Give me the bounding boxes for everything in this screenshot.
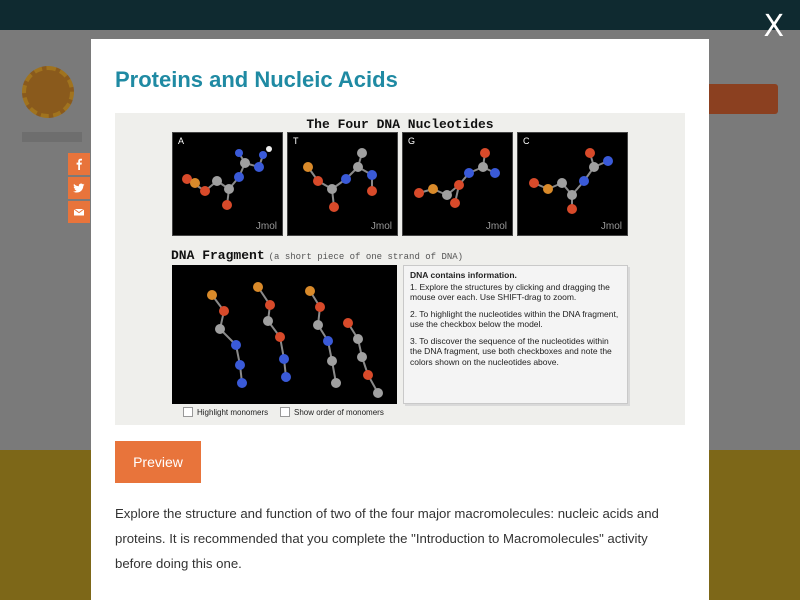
figure-title: The Four DNA Nucleotides	[306, 117, 494, 132]
jmol-watermark: Jmol	[255, 221, 277, 232]
jmol-watermark: Jmol	[600, 221, 622, 232]
dna-figure	[115, 113, 685, 425]
nucleotide-letter: C	[523, 136, 530, 146]
show-order-option[interactable]	[280, 407, 384, 417]
highlight-monomers-option[interactable]	[183, 407, 268, 417]
share-facebook-button[interactable]	[68, 153, 90, 175]
preview-button[interactable]: Preview	[115, 441, 201, 483]
site-logo	[22, 66, 74, 118]
facebook-icon	[73, 158, 85, 170]
info-heading: DNA contains information.	[410, 270, 517, 280]
info-step-2: 2. To highlight the nucleotides within the DNA fragment, use the checkbox below the model.	[410, 308, 619, 329]
nucleotide-letter: G	[408, 136, 416, 146]
share-email-button[interactable]	[68, 201, 90, 223]
dna-info-panel	[403, 265, 628, 404]
resource-description: Explore the structure and function of two of the four major macromolecules: nucleic acids and proteins. It is recommended that you complete the "Introduction to Macromolecules" activity before doing this one.	[115, 506, 659, 571]
background-top-bar	[0, 0, 800, 30]
fragment-title: DNA Fragment	[171, 248, 265, 263]
fragment-heading	[171, 248, 463, 263]
nucleotide-g-viewer[interactable]	[402, 132, 513, 236]
highlight-monomers-checkbox[interactable]	[183, 407, 193, 417]
resource-modal	[91, 39, 709, 600]
fragment-subtitle: (a short piece of one strand of DNA)	[268, 252, 464, 262]
background-button	[700, 84, 778, 114]
jmol-watermark: Jmol	[370, 221, 392, 232]
info-step-3: 3. To discover the sequence of the nucleotides within the DNA fragment, use both checkboxes and note the colors shown on the nucleotides above.	[410, 335, 612, 367]
modal-title: Proteins and Nucleic Acids	[115, 67, 398, 92]
show-order-checkbox[interactable]	[280, 407, 290, 417]
nucleotide-letter: A	[178, 136, 185, 146]
close-button[interactable]: X	[763, 9, 784, 44]
nucleotide-a-viewer[interactable]	[172, 132, 283, 236]
nucleotide-letter: T	[293, 136, 299, 146]
twitter-icon	[73, 182, 85, 194]
background-text	[22, 132, 82, 142]
info-step-1: 1. Explore the structures by clicking and dragging the mouse over each. Use SHIFT-drag to zoom.	[410, 281, 610, 302]
dna-fragment-model	[172, 265, 397, 404]
email-icon	[73, 206, 85, 218]
show-order-label: Show order of monomers	[294, 407, 384, 417]
highlight-monomers-label: Highlight monomers	[197, 407, 269, 417]
jmol-watermark: Jmol	[485, 221, 507, 232]
nucleotide-t-viewer[interactable]	[287, 132, 398, 236]
dna-fragment-viewer[interactable]	[172, 265, 397, 404]
share-twitter-button[interactable]	[68, 177, 90, 199]
nucleotide-c-viewer[interactable]	[517, 132, 628, 236]
